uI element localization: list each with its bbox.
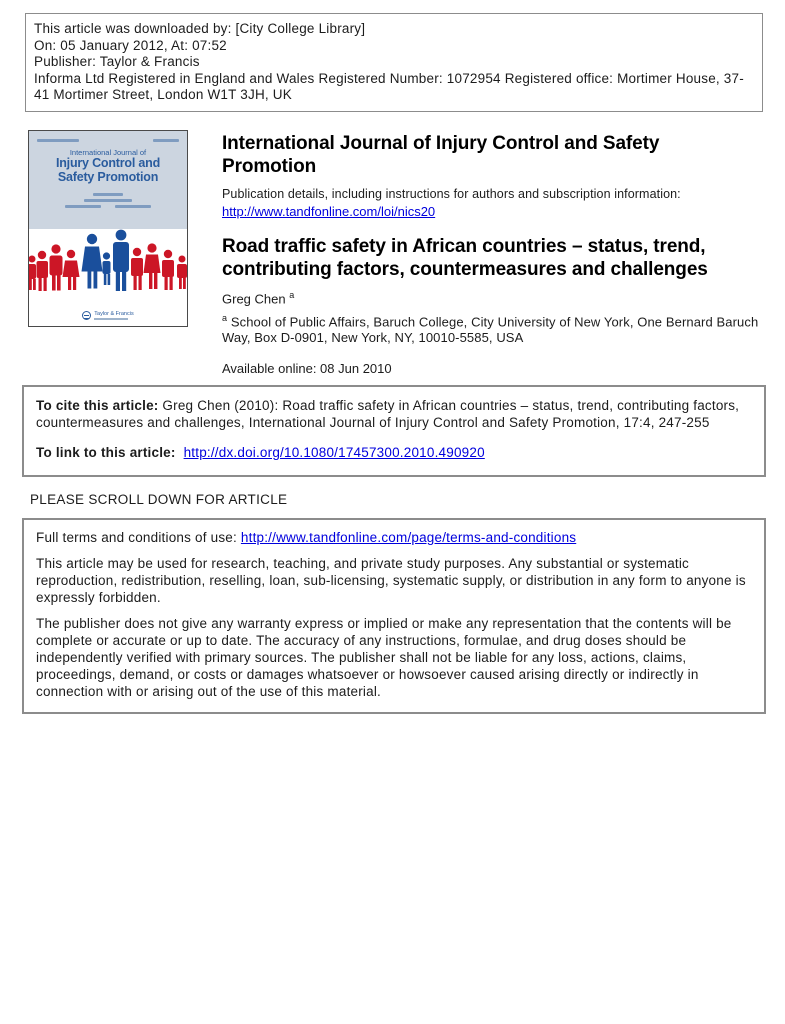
- cover-title-line3: Safety Promotion: [57, 169, 159, 184]
- publisher-line: Publisher: Taylor & Francis: [34, 54, 200, 69]
- journal-cover-image: [28, 130, 188, 327]
- download-date-line: On: 05 January 2012, At: 07:52: [34, 37, 227, 53]
- cover-fine-print-bar: [153, 139, 179, 142]
- taylor-francis-logo: [29, 311, 187, 320]
- affiliation-text: School of Public Affairs, Baruch College, City University of New York, One Bernard Baruch Way, Box D-0901, New York, NY, 10010-5585, USA: [222, 314, 759, 346]
- cover-title-line1: International Journal of: [69, 148, 147, 157]
- publication-details-text: Publication details, including instructions for authors and subscription information:: [222, 187, 681, 201]
- terms-label: Full terms and conditions of use:: [36, 530, 237, 545]
- downloaded-by-line: This article was downloaded by: [City College Library]: [34, 21, 366, 36]
- taylor-francis-tagline: [94, 318, 128, 320]
- globe-icon: [82, 311, 91, 320]
- cite-label: To cite this article:: [36, 398, 159, 413]
- cover-journal-title: [29, 148, 187, 184]
- cover-fine-print-bar: [37, 139, 79, 142]
- cite-paragraph: [36, 397, 752, 431]
- available-online-text: Available online: 08 Jun 2010: [222, 360, 392, 376]
- terms-and-conditions-link[interactable]: http://www.tandfonline.com/page/terms-and-conditions: [240, 530, 577, 545]
- taylor-francis-logo-text: Taylor & Francis: [94, 311, 134, 317]
- terms-paragraph-2: The publisher does not give any warranty express or implied or make any representation that the contents will be complete or accurate or up to date. The accuracy of any instructions, formulae, and drug doses should be independently verified with primary sources. The publisher shall not be liable for any loss, actions, claims, proceedings, demand, or costs or damages whatsoever or howsoever caused arising directly or indirectly in connection with or arising out of the use of this material.: [36, 616, 732, 699]
- cover-fine-print-bar: [65, 205, 101, 208]
- cover-title-line2: Injury Control and: [55, 156, 161, 170]
- journal-homepage-link[interactable]: http://www.tandfonline.com/loi/nics20: [222, 204, 436, 219]
- cover-fine-print-bar: [93, 193, 123, 196]
- cover-volume-issue-text: [37, 139, 179, 142]
- author-line: [222, 290, 767, 306]
- terms-paragraph-1: This article may be used for research, teaching, and private study purposes. Any substantial or systematic reproduction, redistribution, reselling, loan, sub-licensing, systematic supply, or distribution in any form to anyone is expressly forbidden.: [36, 556, 746, 605]
- doi-link-row: [36, 444, 752, 461]
- crowd-silhouette-illustration: [29, 219, 188, 311]
- affiliation-marker: a: [222, 313, 228, 324]
- terms-box: [22, 518, 766, 714]
- doi-link-label: To link to this article:: [36, 445, 176, 460]
- cite-text: Greg Chen (2010): Road traffic safety in African countries – status, trend, contributing factors, countermeasures and challenges, International Journal of Injury Control and Safety Promotion, 17:4, 247-255: [36, 398, 740, 430]
- registration-line: Informa Ltd Registered in England and Wales Registered Number: 1072954 Registered office: Mortimer House, 37-41 Mortimer Street, London W1T 3JH, UK: [34, 70, 744, 102]
- download-info-box: [25, 13, 763, 112]
- cover-editors-text: [29, 193, 187, 208]
- citation-box: [22, 385, 766, 477]
- cover-fine-print-bar: [115, 205, 151, 208]
- author-affiliation-marker: a: [289, 290, 295, 300]
- cover-fine-print-bar: [84, 199, 132, 202]
- doi-link[interactable]: http://dx.doi.org/10.1080/17457300.2010.490920: [183, 445, 485, 460]
- terms-link-row: [36, 529, 752, 546]
- author-name: Greg Chen: [222, 291, 286, 307]
- article-title: Road traffic safety in African countries – status, trend, contributing factors, countermeasures and challenges: [222, 236, 708, 280]
- scroll-down-notice: PLEASE SCROLL DOWN FOR ARTICLE: [30, 492, 288, 507]
- affiliation-line: [222, 311, 767, 345]
- article-info-column: [222, 132, 767, 376]
- journal-title: International Journal of Injury Control and Safety Promotion: [222, 133, 660, 177]
